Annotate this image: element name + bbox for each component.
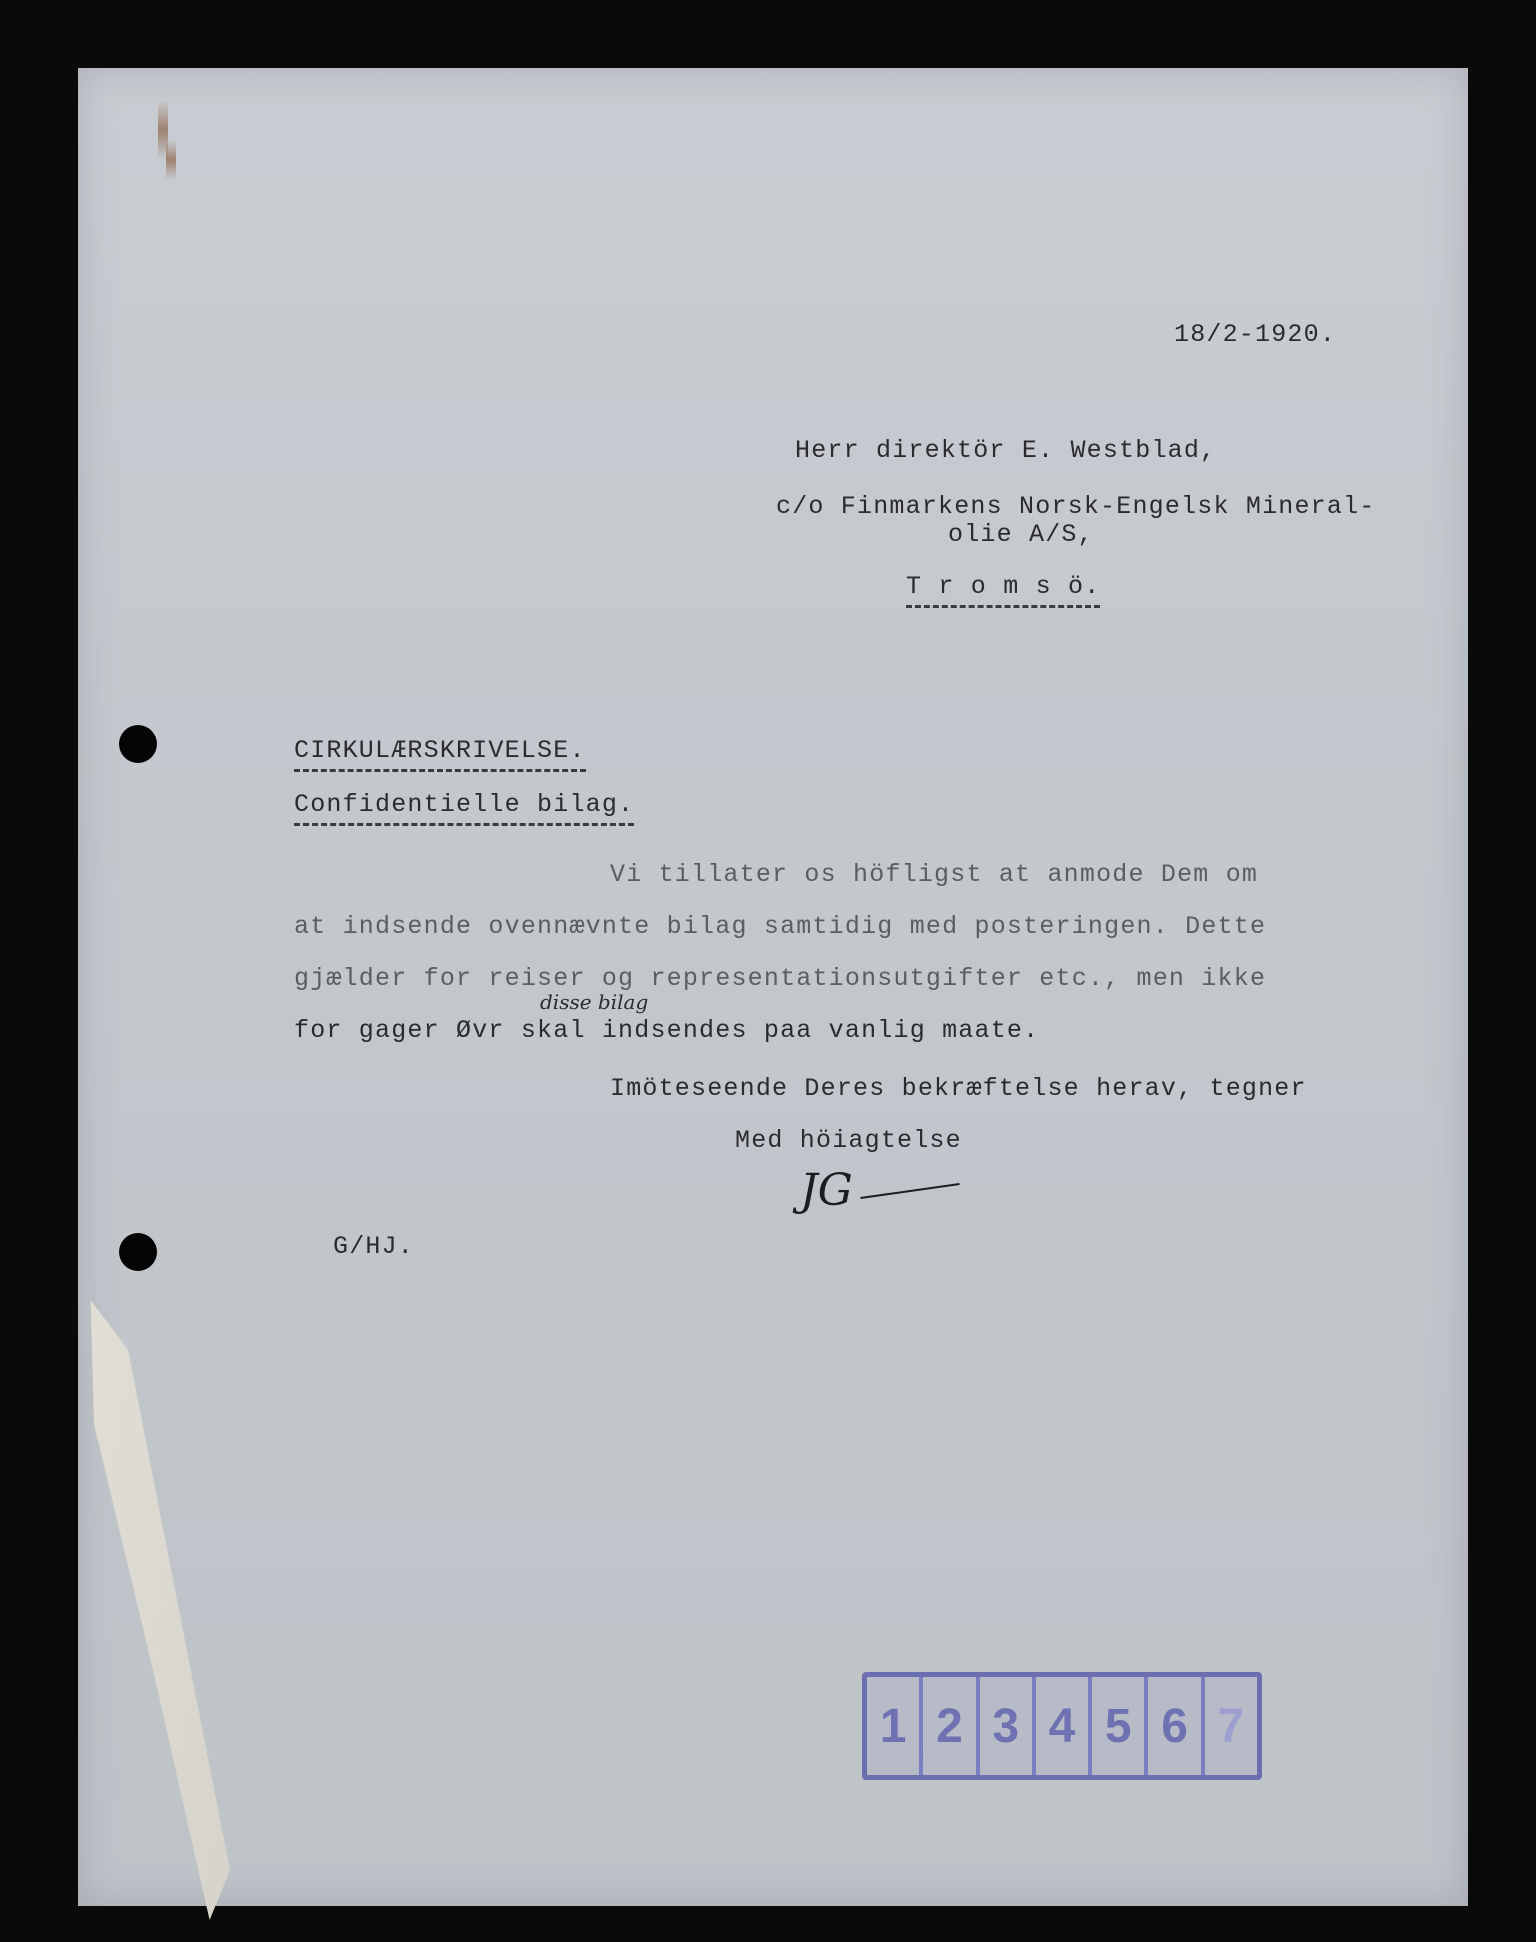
stamp-digit: 4 (1036, 1677, 1092, 1775)
body-line-1: Vi tillater os höfligst at anmode Dem om (610, 860, 1259, 889)
rust-stain (166, 140, 176, 180)
punch-hole-top (119, 725, 157, 763)
archive-stamp (862, 1672, 1262, 1780)
recipient-city: T r o m s ö. (906, 572, 1100, 608)
body-line-4: for gager Øvr skal indsendes paa vanlig maate. (294, 1016, 1040, 1045)
stamp-digit: 1 (867, 1677, 923, 1775)
salutation: Med höiagtelse (735, 1126, 962, 1155)
body-line-3: gjælder for reiser og representationsutgifter etc., men ikke (294, 964, 1267, 993)
recipient-company-line2: olie A/S, (948, 520, 1094, 549)
subject-subheading: Confidentielle bilag. (294, 790, 634, 826)
subject-heading: CIRKULÆRSKRIVELSE. (294, 736, 586, 772)
body-line-2: at indsende ovennævnte bilag samtidig med posteringen. Dette (294, 912, 1267, 941)
stamp-digit: 5 (1092, 1677, 1148, 1775)
stamp-digit: 7 (1217, 1699, 1245, 1753)
reference-initials: G/HJ. (333, 1232, 415, 1261)
signature: JG (800, 1165, 853, 1216)
stamp-digit: 3 (980, 1677, 1036, 1775)
stamp-digit: 6 (1148, 1677, 1204, 1775)
letter-date: 18/2-1920. (1174, 320, 1337, 349)
recipient-company-line1: c/o Finmarkens Norsk-Engelsk Mineral- (776, 492, 1376, 521)
closing-line: Imöteseende Deres bekræftelse herav, tegner (610, 1074, 1307, 1103)
punch-hole-bottom (119, 1233, 157, 1271)
recipient-name: Herr direktör E. Westblad, (795, 436, 1217, 465)
handwritten-correction: disse bilag (540, 990, 649, 1014)
stamp-digit: 2 (923, 1677, 979, 1775)
